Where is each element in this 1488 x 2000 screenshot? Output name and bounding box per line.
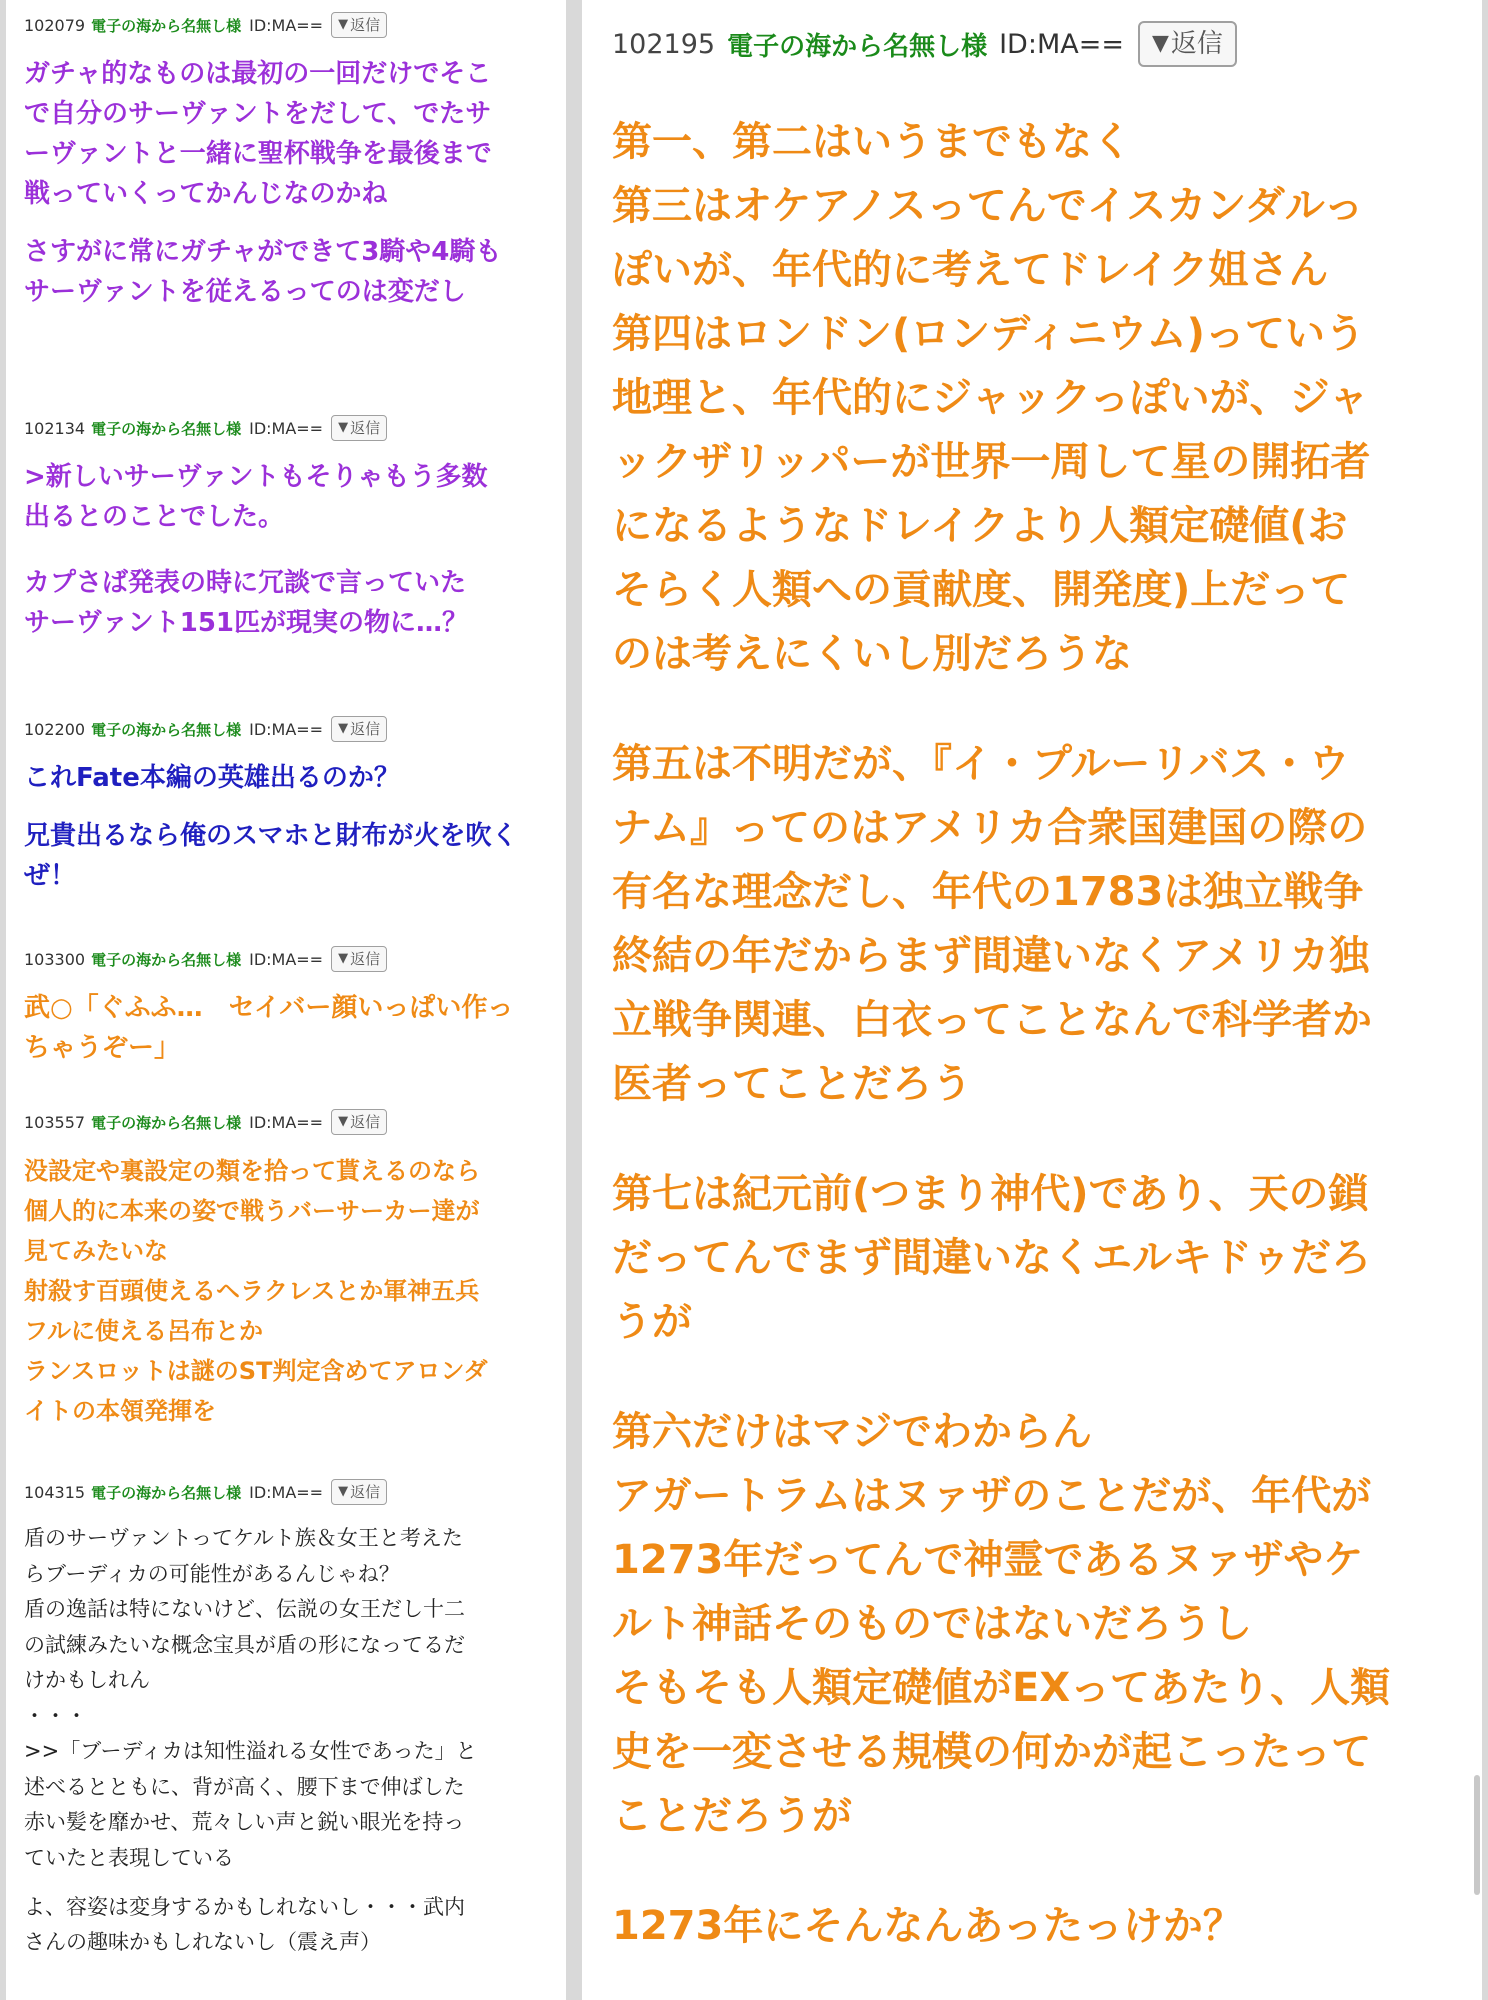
post-paragraph	[24, 758, 554, 798]
text-line: 見てみたいな	[24, 1237, 168, 1265]
reply-button[interactable]	[331, 716, 387, 742]
text-line: ていたと表現している	[24, 1845, 234, 1870]
text-line: フルに使える呂布とか	[24, 1317, 264, 1345]
poster-name: 電子の海から名無し様	[91, 419, 242, 438]
text-line: そらく人類への貢献度、開発度)上だって	[612, 567, 1351, 613]
text-line: うが	[612, 1299, 692, 1345]
post-104315	[24, 1477, 554, 1960]
text-line: 個人的に本来の姿で戦うバーサーカー達が	[24, 1197, 480, 1225]
text-line: さすがに常にガチャができて3騎や4騎も	[24, 237, 502, 267]
text-line: 出るとのことでした。	[24, 502, 285, 532]
reply-button-label: 返信	[1170, 29, 1223, 59]
text-line: だってんでまず間違いなくエルキドゥだろ	[612, 1235, 1371, 1281]
text-line: 没設定や裏設定の類を拾って貰えるのなら	[24, 1157, 480, 1185]
reply-button-label: 返信	[350, 16, 381, 34]
poster-name: 電子の海から名無し様	[91, 1113, 242, 1132]
triangle-down-icon: ▼	[338, 17, 349, 32]
post-header	[24, 1477, 554, 1507]
post-paragraph	[24, 563, 554, 643]
reply-button[interactable]	[1138, 21, 1237, 67]
text-line: 史を一変させる規模の何かが起こったって	[612, 1729, 1372, 1775]
poster-id: ID:MA==	[249, 719, 324, 739]
reply-button[interactable]	[331, 12, 387, 38]
text-line: ぽいが、年代的に考えてドレイク姐さん	[612, 247, 1329, 293]
post-number: 102134	[24, 418, 86, 438]
post-102195	[612, 20, 1472, 1958]
text-line: 第六だけはマジでわからん	[612, 1409, 1092, 1455]
text-line: 武○「ぐふふ… セイバー顔いっぱい作っ	[24, 993, 514, 1023]
text-line: 1273年にそんなんあったっけか？	[612, 1903, 1243, 1949]
post-header	[24, 1107, 554, 1137]
text-line: さんの趣味かもしれないし（震え声）	[24, 1930, 381, 1954]
text-line: これFate本編の英雄出るのか？	[24, 763, 400, 793]
text-line: 医者ってことだろう	[612, 1061, 972, 1107]
poster-id: ID:MA==	[249, 418, 324, 438]
text-line: ちゃうぞー」	[24, 1033, 181, 1063]
post-number: 103557	[24, 1112, 86, 1132]
reply-button[interactable]	[331, 1479, 387, 1505]
text-line: 第七は紀元前(つまり神代)であり、天の鎖	[612, 1171, 1369, 1217]
reply-button[interactable]	[331, 946, 387, 972]
right-thread-panel	[582, 0, 1482, 2000]
reply-button[interactable]	[331, 415, 387, 441]
text-line: ルト神話そのものではないだろうし	[612, 1601, 1252, 1647]
text-line: 終結の年だからまず間違いなくアメリカ独	[612, 933, 1370, 979]
text-line: カプさば発表の時に冗談で言っていた	[24, 568, 467, 598]
text-line: ーヴァントと一緒に聖杯戦争を最後まで	[24, 139, 492, 169]
text-line: イトの本領発揮を	[24, 1397, 216, 1425]
reply-button-label: 返信	[350, 720, 381, 738]
reply-button-label: 返信	[350, 1483, 381, 1501]
reply-button-label: 返信	[350, 950, 381, 968]
text-line: 第一、第二はいうまでもなく	[612, 119, 1132, 165]
text-line: になるようなドレイクより人類定礎値(お	[612, 503, 1348, 549]
poster-id: ID:MA==	[249, 15, 324, 35]
text-line: 兄貴出るなら俺のスマホと財布が火を吹く	[24, 821, 518, 851]
poster-name: 電子の海から名無し様	[727, 31, 988, 62]
poster-name: 電子の海から名無し様	[91, 1483, 242, 1502]
post-paragraph	[24, 1890, 554, 1960]
triangle-down-icon: ▼	[338, 420, 349, 435]
text-line: そもそも人類定礎値がEXってあたり、人類	[612, 1665, 1391, 1711]
poster-name: 電子の海から名無し様	[91, 16, 242, 35]
post-number: 103300	[24, 949, 86, 969]
poster-name: 電子の海から名無し様	[91, 720, 242, 739]
reply-button-label: 返信	[350, 419, 381, 437]
text-line: >>「ブーディカは知性溢れる女性であった」と	[24, 1739, 477, 1763]
text-line: ランスロットは謎のST判定含めてアロンダ	[24, 1357, 488, 1385]
text-line: 射殺す百頭使えるヘラクレスとか軍神五兵	[24, 1277, 480, 1305]
text-line: 盾の逸話は特にないけど、伝説の女王だし十二	[24, 1597, 465, 1621]
post-header	[612, 20, 1472, 68]
text-line: 第三はオケアノスってんでイスカンダルっ	[612, 183, 1364, 229]
post-number: 102195	[612, 28, 716, 60]
post-number: 104315	[24, 1482, 86, 1502]
text-line: アガートラムはヌァザのことだが、年代が	[612, 1473, 1372, 1519]
post-paragraph	[24, 54, 554, 214]
text-line: ぜ！	[24, 861, 77, 891]
text-line: ガチャ的なものは最初の一回だけでそこ	[24, 59, 492, 89]
text-line: けかもしれん	[24, 1668, 150, 1692]
post-paragraph	[24, 1521, 554, 1876]
text-line: らブーディカの可能性があるんじゃね？	[24, 1561, 400, 1586]
triangle-down-icon: ▼	[1151, 31, 1169, 56]
text-line: ・・・	[24, 1703, 87, 1728]
triangle-down-icon: ▼	[338, 721, 349, 736]
poster-id: ID:MA==	[999, 28, 1124, 60]
reply-button[interactable]	[331, 1109, 387, 1135]
text-line: ことだろうが	[612, 1793, 852, 1839]
reply-button-label: 返信	[350, 1113, 381, 1131]
post-paragraph	[24, 988, 554, 1068]
text-line: ナム』ってのはアメリカ合衆国建国の際の	[612, 805, 1368, 851]
triangle-down-icon: ▼	[338, 951, 349, 966]
text-line: サーヴァントを従えるってのは変だし	[24, 277, 466, 307]
text-line: 盾のサーヴァントってケルト族＆女王と考えた	[24, 1526, 463, 1550]
triangle-down-icon: ▼	[338, 1114, 349, 1129]
post-103557	[24, 1107, 554, 1431]
text-line: >新しいサーヴァントもそりゃもう多数	[24, 462, 488, 492]
post-header	[24, 413, 554, 443]
post-102079	[24, 10, 554, 312]
post-number: 102079	[24, 15, 86, 35]
text-line: 戦っていくってかんじなのかね	[24, 179, 388, 209]
text-line: 立戦争関連、白衣ってことなんで科学者か	[612, 997, 1372, 1043]
text-line: のは考えにくいし別だろうな	[612, 631, 1132, 677]
poster-name: 電子の海から名無し様	[91, 950, 242, 969]
text-line: 赤い髪を靡かせ、荒々しい声と鋭い眼光を持っ	[24, 1810, 465, 1834]
text-line: 地理と、年代的にジャックっぽいが、ジャ	[612, 375, 1369, 421]
post-paragraph	[24, 1151, 554, 1431]
post-paragraph	[24, 457, 554, 537]
post-paragraph	[612, 1162, 1472, 1354]
text-line: 述べるとともに、背が高く、腰下まで伸ばした	[24, 1774, 465, 1799]
post-paragraph	[612, 110, 1472, 686]
text-line: ックザリッパーが世界一周して星の開拓者	[612, 439, 1371, 485]
post-header	[24, 10, 554, 40]
text-line: よ、容姿は変身するかもしれないし・・・武内	[24, 1895, 465, 1919]
text-line: で自分のサーヴァントをだして、でたサ	[24, 99, 492, 129]
scrollbar-thumb[interactable]	[1474, 1775, 1480, 1895]
poster-id: ID:MA==	[249, 949, 324, 969]
post-paragraph	[612, 1400, 1472, 1848]
post-number: 102200	[24, 719, 86, 739]
text-line: 第五は不明だが、『イ・プルーリバス・ウ	[612, 741, 1350, 787]
post-paragraph	[612, 732, 1472, 1116]
text-line: 1273年だってんで神霊であるヌァザやケ	[612, 1537, 1364, 1583]
text-line: 第四はロンドン(ロンディニウム)っていう	[612, 311, 1365, 357]
post-header	[24, 944, 554, 974]
triangle-down-icon: ▼	[338, 1484, 349, 1499]
left-thread-panel	[6, 0, 566, 2000]
post-102200	[24, 714, 554, 896]
post-paragraph	[612, 1894, 1472, 1958]
post-header	[24, 714, 554, 744]
poster-id: ID:MA==	[249, 1112, 324, 1132]
post-paragraph	[24, 816, 554, 896]
post-103300	[24, 944, 554, 1068]
text-line: 有名な理念だし、年代の1783は独立戦争	[612, 869, 1364, 915]
post-paragraph	[24, 232, 554, 312]
post-102134	[24, 413, 554, 643]
text-line: の試練みたいな概念宝具が盾の形になってるだ	[24, 1632, 465, 1657]
text-line: サーヴァント151匹が現実の物に…？	[24, 608, 469, 638]
poster-id: ID:MA==	[249, 1482, 324, 1502]
